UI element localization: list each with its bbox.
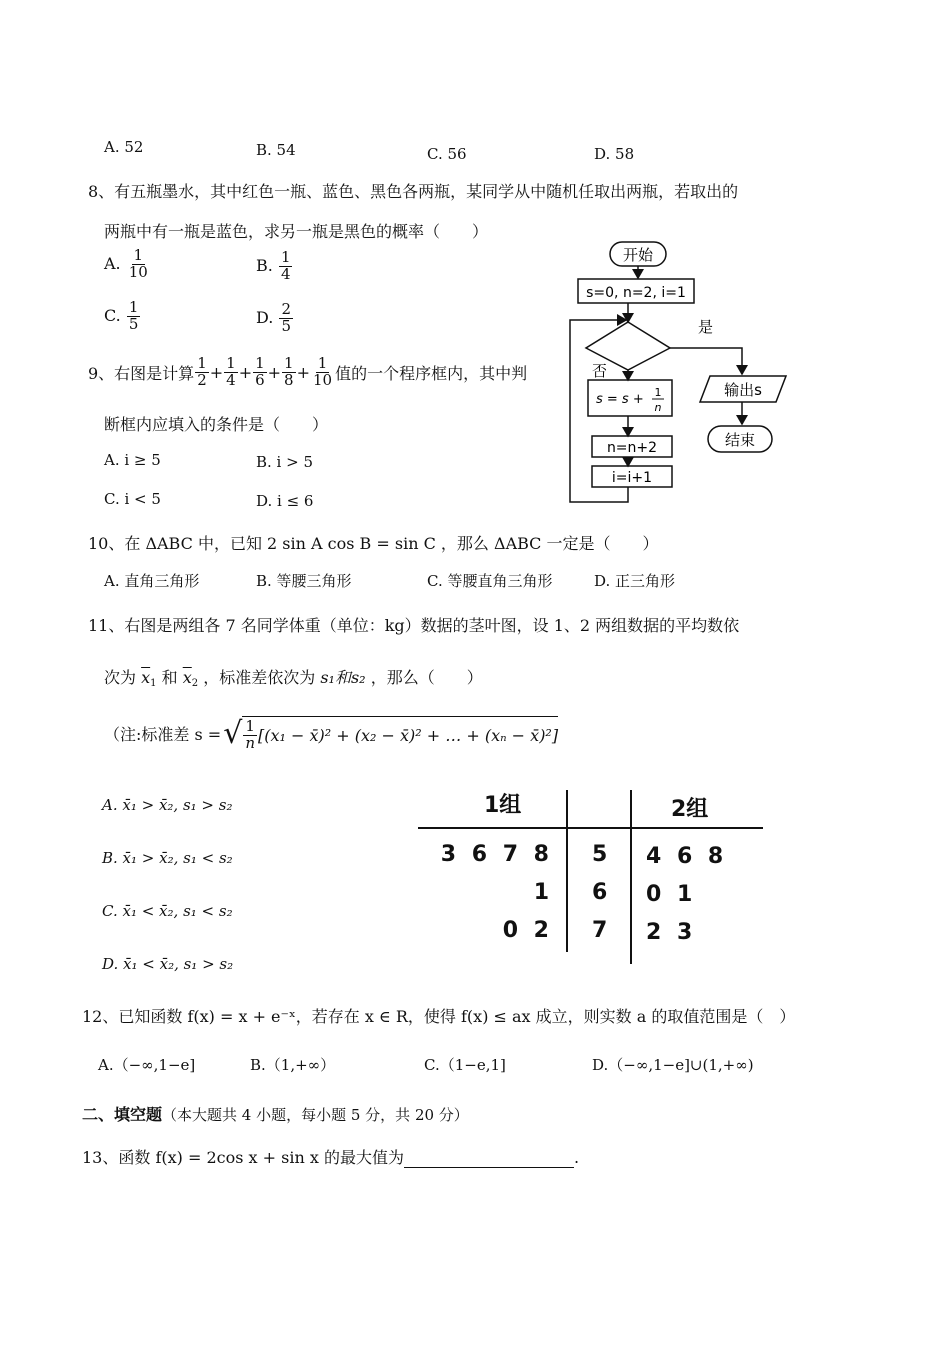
q10-option-b: B. 等腰三角形 <box>256 572 352 590</box>
q8-d-denominator: 5 <box>281 316 291 335</box>
q8-option-d <box>256 302 294 335</box>
q11-stem-line1: 11、右图是两组各 7 名同学体重（单位：kg）数据的茎叶图，设 1、2 两组数据的平均数依 <box>88 616 740 635</box>
stem-leaf-row3-left: 0 2 <box>502 918 549 943</box>
q8-a-denominator: 10 <box>128 262 148 281</box>
stem-leaf-row1-stem: 5 <box>592 842 608 867</box>
q11-note-expr: [(x₁ − x̄)² + (x₂ − x̄)² + … + (xₙ − x̄)²] <box>257 725 559 745</box>
q10-option-c: C. 等腰直角三角形 <box>427 572 553 590</box>
q9-frac-num: 1 <box>284 354 294 372</box>
q11-mean1-var: $\overline{x}$ <box>141 668 151 687</box>
stem-leaf-divider-left <box>566 790 568 952</box>
q7-option-a: A. 52 <box>104 138 144 156</box>
q9-frac-den: 2 <box>197 370 207 389</box>
q13-stem: 13、函数 f(x) = 2cos x + sin x 的最大值为 <box>82 1148 404 1167</box>
stem-leaf-header-rule <box>418 827 763 829</box>
q9-frac-den: 6 <box>255 370 265 389</box>
q7-option-c: C. 56 <box>427 145 467 163</box>
stem-leaf-row1-right: 4 6 8 <box>646 844 724 869</box>
q9-frac-den: 8 <box>284 370 294 389</box>
q11-option-a: A. x̄₁ > x̄₂, s₁ > s₂ <box>102 796 233 814</box>
q11-mean2-var: $\overline{x}$ <box>182 668 192 687</box>
flow-output-label: 输出s <box>724 381 762 399</box>
q7-option-d: D. 58 <box>594 145 635 163</box>
q8-a-numerator: 1 <box>133 246 144 264</box>
q13-period: . <box>573 1148 580 1167</box>
q9-option-d: D. i ≤ 6 <box>256 492 314 510</box>
q11-note-den: n <box>245 733 255 752</box>
q11-line2-tail: ，那么（ ） <box>370 668 483 687</box>
q10-option-d: D. 正三角形 <box>594 572 676 590</box>
stem-leaf-row3-right: 2 3 <box>646 920 693 945</box>
q11-and: 和 <box>161 668 178 687</box>
q9-frac-num: 1 <box>255 354 265 372</box>
q11-note-radicand <box>242 716 558 752</box>
q11-note-lead: （注:标准差 s = <box>104 725 222 745</box>
q9-stem-line1 <box>88 356 527 389</box>
flow-yes-label: 是 <box>698 318 714 336</box>
q8-option-a-label: A. <box>104 253 121 273</box>
flow-update-s-den: n <box>654 401 662 414</box>
q11-option-d: D. x̄₁ < x̄₂, s₁ > s₂ <box>102 955 234 973</box>
q8-c-numerator: 1 <box>128 298 139 316</box>
q8-b-numerator: 1 <box>280 248 291 266</box>
stem-leaf-row2-left: 1 <box>533 880 549 905</box>
q11-line2-mid: ，标准差依次为 <box>203 668 316 687</box>
stem-leaf-header-group1: 1组 <box>484 793 522 818</box>
q11-option-c: C. x̄₁ < x̄₂, s₁ < s₂ <box>102 902 233 920</box>
flow-update-n-label: n=n+2 <box>606 440 658 456</box>
section2-desc: （本大题共 4 小题，每小题 5 分，共 20 分） <box>162 1106 469 1124</box>
q10-stem: 10、在 ΔABC 中，已知 2 sin A cos B = sin C ，那么 ΔABC 一定是（ ） <box>88 534 659 553</box>
q9-option-a: A. i ≥ 5 <box>104 451 161 469</box>
q8-stem-line1: 8、有五瓶墨水，其中红色一瓶、蓝色、黑色各两瓶，某同学从中随机任取出两瓶，若取出的 <box>88 182 739 201</box>
q9-frac-num: 1 <box>197 354 207 372</box>
q9-stem-line2: 断框内应填入的条件是（ ） <box>104 415 329 434</box>
q12-option-b: B.（1,+∞） <box>250 1056 336 1074</box>
flowchart <box>560 236 800 511</box>
q9-frac-num: 1 <box>317 354 328 372</box>
stem-leaf-divider-right <box>630 790 632 964</box>
stem-leaf-row3-stem: 7 <box>592 918 608 943</box>
stem-leaf-header-group2: 2组 <box>671 797 709 822</box>
q9-plus: + <box>296 362 310 382</box>
q8-option-c-label: C. <box>104 305 121 325</box>
q8-d-numerator: 2 <box>281 300 291 318</box>
q13-answer-blank[interactable] <box>404 1153 574 1168</box>
flow-update-s-label: s = s + <box>596 392 644 407</box>
q12-stem: 12、已知函数 f(x) = x + e⁻ˣ，若存在 x ∈ R，使得 f(x) ≤ ax 成立，则实数 a 的取值范围是（ ） <box>82 1007 796 1026</box>
sqrt-icon: √ <box>223 716 243 752</box>
section2-heading <box>82 1102 469 1125</box>
q9-frac-den: 4 <box>226 370 236 389</box>
q8-option-b <box>256 250 293 283</box>
q12-option-a: A.（−∞,1−e] <box>98 1056 196 1074</box>
q11-line2-lead: 次为 <box>104 668 137 687</box>
q9-option-b: B. i > 5 <box>256 453 314 471</box>
flow-update-s-num: 1 <box>654 386 662 399</box>
q8-b-denominator: 4 <box>280 264 291 283</box>
q8-option-d-label: D. <box>256 307 274 327</box>
stem-leaf-row2-stem: 6 <box>592 880 608 905</box>
flow-end-label: 结束 <box>724 431 756 449</box>
q11-stem-line2: 次为 $\overline{x}_1$ 和 $\overline{x}_2$ ，标准差依次为 s₁和s₂ ，那么（ ） <box>104 668 483 689</box>
q8-stem-line2: 两瓶中有一瓶是蓝色，求另一瓶是黑色的概率（ ） <box>104 222 489 241</box>
q13-stem-line <box>82 1145 579 1168</box>
q9-plus: + <box>209 362 224 382</box>
q9-plus: + <box>267 362 282 382</box>
q8-option-a <box>104 248 151 281</box>
flow-init-label: s=0, n=2, i=1 <box>586 285 686 301</box>
stem-leaf-row1-left: 3 6 7 8 <box>440 842 549 867</box>
q9-frac-den: 10 <box>313 370 333 389</box>
q10-option-a: A. 直角三角形 <box>104 572 200 590</box>
q8-option-c <box>104 300 141 333</box>
q9-plus: + <box>238 362 253 382</box>
q9-lead: 9、右图是计算 <box>88 363 195 383</box>
section2-title: 二、填空题 <box>82 1105 163 1124</box>
q11-option-b: B. x̄₁ > x̄₂, s₁ < s₂ <box>102 849 233 867</box>
q7-option-b: B. 54 <box>256 141 296 159</box>
q9-option-c: C. i < 5 <box>104 490 161 508</box>
flow-start-label: 开始 <box>622 246 654 264</box>
q12-option-d: D.（−∞,1−e]∪(1,+∞) <box>592 1056 754 1074</box>
stem-leaf-plot <box>418 786 763 964</box>
q11-std-vars: s₁和s₂ <box>320 668 366 687</box>
q11-note <box>104 716 558 752</box>
q11-note-num: 1 <box>245 717 255 735</box>
q9-frac-num: 1 <box>226 354 236 372</box>
q8-option-b-label: B. <box>256 255 273 275</box>
flow-update-i-label: i=i+1 <box>611 470 653 486</box>
q8-c-denominator: 5 <box>128 314 139 333</box>
stem-leaf-row2-right: 0 1 <box>646 882 693 907</box>
q9-tail: 值的一个程序框内，其中判 <box>335 363 528 383</box>
flow-no-label: 否 <box>592 362 608 380</box>
q12-option-c: C.（1−e,1] <box>424 1056 506 1074</box>
